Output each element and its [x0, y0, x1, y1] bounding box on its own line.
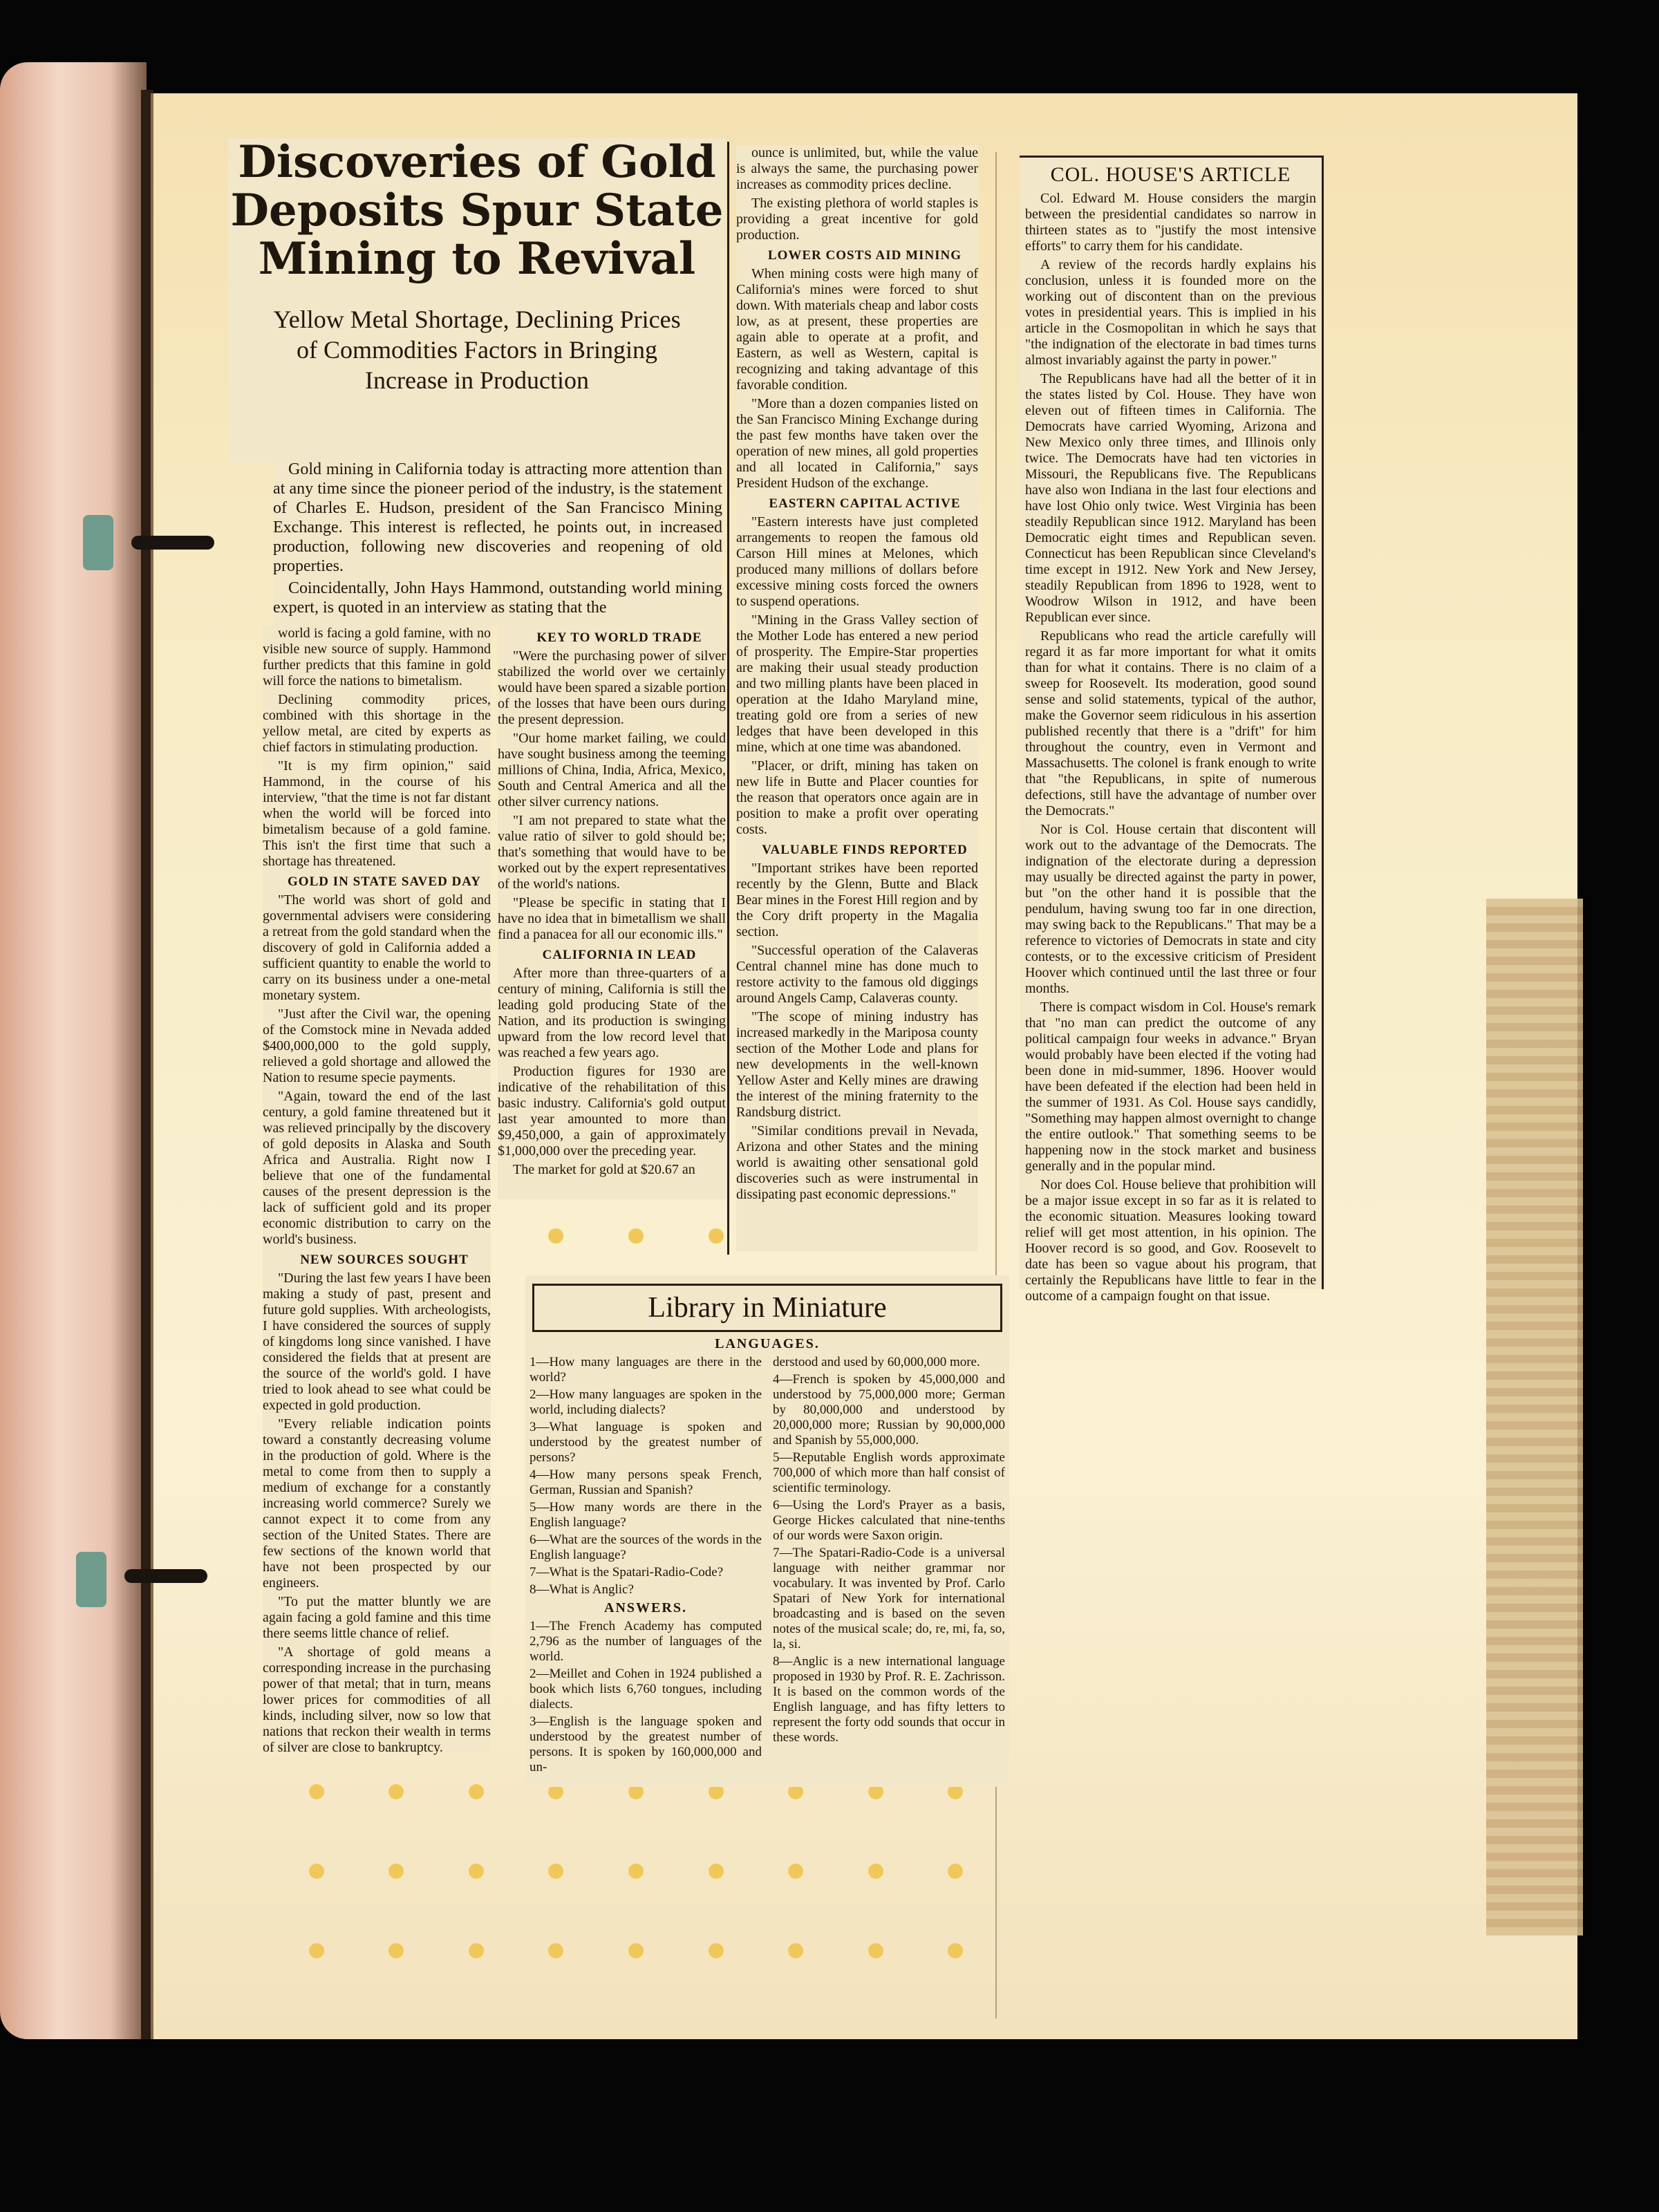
article-paragraph: The market for gold at $20.67 an: [513, 1162, 695, 1177]
article-paragraph: Production figures for 1930 are indicative of the rehabilitation of this basic industry. California's gold output last year amounted to more than $9,450,000, a gain of approximately $1,000,000 over the preceding year.: [498, 1064, 726, 1159]
article-paragraph: Declining commodity prices, combined with this shortage in the yellow metal, are cited by experts as chief factors in stimulating production.: [263, 692, 491, 755]
library-answer: 3—English is the language spoken and understood by the greatest number of persons. It is spoken by 160,000,000 and un-: [529, 1714, 762, 1774]
library-question: 5—How many words are there in the English language?: [529, 1500, 762, 1530]
article-paragraph: After more than three-quarters of a century of mining, California is still the leading gold producing State of the Nation, and its production is swinging upward from the low record level that was reached a few years ago.: [498, 966, 726, 1060]
article-paragraph: "Successful operation of the Calaveras Central channel mine has done much to restore activity to the famous old diggings around Angels Camp, Calaveras county.: [736, 943, 978, 1006]
library-section-head: LANGUAGES.: [715, 1336, 820, 1351]
left-page-edge: [0, 62, 147, 2039]
library-title: Library in Miniature: [532, 1284, 1002, 1332]
gold-headline: [228, 138, 726, 283]
gold-article-column-1: [263, 626, 491, 1755]
library-in-miniature: [525, 1275, 1009, 1787]
binder-ring-top: [131, 536, 214, 550]
gold-article-column-3: [736, 145, 978, 1251]
article-paragraph: When mining costs were high many of California's mines were forced to shut down. With materials cheap and labor costs low, as at present, these properties are again able to operate at a profit, and Eastern, as well as Western, capital is recognizing and taking advantage of this favorable condition.: [736, 266, 978, 393]
article-paragraph: A review of the records hardly explains his conclusion, unless it is founded more on the working out of discontent than on the previous votes in presidential years. This is implied in his article in the Cosmopolitan in which he says that "the indignation of the electorate in bad times turns almost invariably against the party in power.": [1025, 257, 1316, 368]
library-question: 1—How many languages are there in the world?: [529, 1355, 762, 1385]
article-paragraph: "Similar conditions prevail in Nevada, Arizona and other States and the mining world is awaiting other sensational gold discoveries such as were instrumental in dissipating past economic depressions.": [736, 1123, 978, 1202]
lead-paragraph: Coincidentally, John Hays Hammond, outstanding world mining expert, is quoted in an interview as stating that the: [273, 579, 722, 617]
article-paragraph: "Please be specific in stating that I have no idea that in bimetallism we shall find a panacea for all our economic ills.": [498, 895, 726, 942]
article-paragraph: "I am not prepared to state what the value ratio of silver to gold should be; that's something that would have to be worked out by the expert representatives of the world's nations.: [498, 813, 726, 892]
library-answer: 6—Using the Lord's Prayer as a basis, George Hickes calculated that nine-tenths of our words were Saxon origin.: [773, 1498, 1005, 1543]
headline-line: Deposits Spur State: [230, 185, 724, 236]
library-question: 7—What is the Spatari-Radio-Code?: [529, 1565, 724, 1580]
headline-line: Discoveries of Gold: [238, 136, 716, 188]
article-paragraph: "Important strikes have been reported recently by the Glenn, Butte and Black Bear mines in the Forest Hill region and by the Cory drift property in the Magalia section.: [736, 861, 978, 939]
article-paragraph: Col. Edward M. House considers the margin between the presidential candidates so narrow in thirteen states as to "justify the most intensive efforts" to carry them for his candidate.: [1025, 191, 1316, 254]
binder-tab-bottom: [76, 1552, 106, 1607]
article-paragraph: "Were the purchasing power of silver stabilized the world over we certainly would have been spared a sizable portion of the losses that have been ours during the present depression.: [498, 648, 726, 727]
article-paragraph: There is compact wisdom in Col. House's remark that "no man can predict the outcome of any political campaign four weeks in advance." Bryan would probably have been elected if the voting had been done in mid-summer, 1896. Hoover would have been defeated if the election had been held in the summer of 1931. As Col. House says candidly, "Something may happen almost overnight to change the entire outlook." That something seems to be happening now in the stock market and business generally and in the popular mind.: [1025, 1000, 1316, 1174]
headline-line: Mining to Revival: [258, 233, 696, 285]
gold-article-lead: [273, 460, 722, 626]
library-answer: derstood and used by 60,000,000 more.: [773, 1355, 980, 1369]
gold-article-column-2: [498, 626, 726, 1199]
library-answer: 7—The Spatari-Radio-Code is a universal language with neither grammar nor vocabulary. It was invented by Prof. Carlo Spatari of New York for international broadcasting and is based on the seven notes of the musical scale; do, re, mi, fa, so, la, si.: [773, 1546, 1005, 1651]
article-paragraph: Nor does Col. House believe that prohibition will be a major issue except in so far as it is related to the economic situation. Measures looking toward relief will get most attention, in his opinion. The Hoover record is so good, and Gov. Roosevelt to date has been so vague about his program, that certainly the Republicans have little to fear in the outcome of a campaign fought on that issue.: [1025, 1177, 1316, 1304]
article-paragraph: The existing plethora of world staples is providing a great incentive for gold production.: [736, 196, 978, 243]
library-right-column: [773, 1355, 1005, 1777]
article-paragraph: "Eastern interests have just completed arrangements to reopen the famous old Carson Hill mines at Melones, which produced many millions of dollars before excessive mining costs forced the owners to suspend operations.: [736, 514, 978, 609]
article-paragraph: "Mining in the Grass Valley section of the Mother Lode has entered a new period of prosperity. The Empire-Star properties are making their usual steady production and two milling plants have been placed in operation at the Idaho Maryland mine, treating gold ore from a series of new ledges that have been developed in this mine, which at one time was abandoned.: [736, 612, 978, 755]
article-paragraph: Nor is Col. House certain that discontent will work out to the advantage of the Democrats. The indignation of the electorate during a depression may usually be directed against the party in power, but "on the other hand it is possible that the pendulum, having swung too far in one direction, may swing back to the Republicans." That may be a reference to victories of Democrats in state and city contests, or to the excessive criticism of President Hoover which continued until the last three or four months.: [1025, 822, 1316, 996]
library-question: 6—What are the sources of the words in the English language?: [529, 1533, 762, 1562]
article-paragraph: "Every reliable indication points toward a constantly decreasing volume in the production of gold. Where is the metal to come from then to supply a medium of exchange for a constantly increasing world commerce? Surely we cannot expect it to come from any section of the United States. There are few sections of the known world that have not been prospected by our engineers.: [263, 1416, 491, 1591]
gold-article-header: [228, 138, 726, 463]
house-article-title: COL. HOUSE'S ARTICLE: [1050, 163, 1291, 186]
article-paragraph: "More than a dozen companies listed on the San Francisco Mining Exchange during the past few months have taken over the operation of new mines, all gold properties and all located in California," says President Hudson of the exchange.: [736, 396, 978, 491]
library-answer: 1—The French Academy has computed 2,796 as the number of languages of the world.: [529, 1619, 762, 1664]
library-question: 8—What is Anglic?: [529, 1582, 634, 1597]
library-question: 4—How many persons speak French, German, Russian and Spanish?: [529, 1468, 762, 1497]
page-edge-fragments: [1486, 899, 1583, 1936]
article-paragraph: "A shortage of gold means a corresponding increase in the purchasing power of that metal; that in turn, means lower prices for commodities of all kinds, including silver, now so low that nations that reckon their wealth in terms of silver are close to bankruptcy.: [263, 1644, 491, 1755]
article-paragraph: "It is my firm opinion," said Hammond, in the course of his interview, "that the time is not far distant when the world will be forced into bimetalism because of a gold famine. This isn't the first time that such a shortage has threatened.: [263, 758, 491, 869]
library-left-column: [529, 1355, 762, 1777]
library-answer: 5—Reputable English words approximate 700,000 of which more than half consist of scientific terminology.: [773, 1450, 1005, 1495]
binder-ring-bottom: [124, 1569, 207, 1583]
subhead-eastern-capital: EASTERN CAPITAL ACTIVE: [769, 496, 961, 511]
subhead-lower-costs: LOWER COSTS AID MINING: [767, 248, 962, 263]
subhead-gold-saved: GOLD IN STATE SAVED DAY: [288, 874, 481, 889]
library-answers-head: ANSWERS.: [604, 1600, 687, 1615]
article-paragraph: world is facing a gold famine, with no visible new source of supply. Hammond further predicts that this famine in gold will force the nations to bimetalism.: [263, 626, 491, 688]
deck-line: of Commodities Factors in Bringing: [297, 336, 657, 364]
subhead-new-sources: NEW SOURCES SOUGHT: [300, 1253, 469, 1267]
library-answer: 2—Meillet and Cohen in 1924 published a book which lists 6,760 tongues, including dialects.: [529, 1667, 762, 1712]
article-paragraph: The Republicans have had all the better of it in the states listed by Col. House. They have won eleven out of fifteen times in California. The Democrats have carried Wyoming, Arizona and New Mexico only three times, and Illinois only twice. The Democrats have had ten victories in Missouri, the Republicans five. The Republicans have also won Indiana in the last four elections and have lost Ohio only twice. West Virginia has been steadily Republican since 1912. Maryland has been Democratic eight times and Republican seven. Connecticut has been Republican since Cleveland's time except in 1912. New York and New Jersey, steadily Republican from 1896 to 1928, went to Woodrow Wilson in 1912, and have been Republican ever since.: [1025, 371, 1316, 625]
binder-tab-top: [83, 515, 113, 570]
article-paragraph: "Again, toward the end of the last century, a gold famine threatened but it was relieved principally by the discovery of gold deposits in Alaska and South Africa and Australia. Right now I believe that one of the fundamental causes of the present depression is the lack of sufficient gold and its proper economic distribution to carry on the world's business.: [263, 1089, 491, 1247]
deck-line: Increase in Production: [365, 366, 589, 394]
article-paragraph: ounce is unlimited, but, while the value is always the same, the purchasing power increases as commodity prices decline.: [736, 145, 978, 192]
subhead-california: CALIFORNIA IN LEAD: [542, 948, 697, 962]
gold-deck: [228, 304, 726, 395]
column-rule: [727, 142, 729, 1255]
article-paragraph: "Just after the Civil war, the opening of the Comstock mine in Nevada added $400,000,000 to the gold supply, relieved a gold shortage and allowed the Nation to resume specie payments.: [263, 1006, 491, 1085]
subhead-world-trade: KEY TO WORLD TRADE: [536, 630, 702, 645]
article-paragraph: "During the last few years I have been making a study of past, present and future gold supplies. With archeologists, I have considered the sources of supply of kingdoms long since vanished. I have considered the fields that at present are the source of the world's gold. I have tried to look ahead to see what could be expected in gold production.: [263, 1271, 491, 1413]
article-paragraph: "The scope of mining industry has increased markedly in the Mariposa county section of the Mother Lode and plans for new developments in the well-known Yellow Aster and Kelly mines are drawing the interest of the mining fraternity to the Randsburg district.: [736, 1009, 978, 1120]
subhead-valuable-finds: VALUABLE FINDS REPORTED: [762, 843, 968, 857]
library-question: 3—What language is spoken and understood by the greatest number of persons?: [529, 1420, 762, 1465]
deck-line: Yellow Metal Shortage, Declining Prices: [273, 306, 681, 333]
article-paragraph: "Our home market failing, we could have sought business among the teeming millions of China, India, Africa, Mexico, South and Central America and all the other silver currency nations.: [498, 731, 726, 809]
library-answer: 4—French is spoken by 45,000,000 and understood by 75,000,000 more; German by 80,000,000 and understood by 20,000,000 more; Russian by 90,000,000 and Spanish by 55,000,000.: [773, 1372, 1005, 1447]
article-paragraph: "To put the matter bluntly we are again facing a gold famine and this time there seems little chance of relief.: [263, 1594, 491, 1641]
library-question: 2—How many languages are spoken in the world, including dialects?: [529, 1387, 762, 1417]
article-paragraph: "The world was short of gold and governmental advisers were considering a retreat from the gold standard when the discovery of gold in California added a sufficient quantity to enable the world to carry on its business under a one-metal monetary system.: [263, 892, 491, 1003]
lead-paragraph: Gold mining in California today is attracting more attention than at any time since the pioneer period of the industry, is the statement of Charles E. Hudson, president of the San Francisco Mining Exchange. This interest is reflected, he points out, in increased production, following new discoveries and reopening of old properties.: [273, 460, 722, 575]
article-paragraph: "Placer, or drift, mining has taken on new life in Butte and Placer counties for the reason that operators once again are in position to make a profit over operating costs.: [736, 758, 978, 837]
article-paragraph: Republicans who read the article carefully will regard it as far more important for what it omits than for what it contains. There is no claim of a sweep for Roosevelt. Its moderation, good sound sense and solid statements, typical of the author, make the Governor seem ridiculous in his assertion published recently that there is a "drift" for him throughout the country, even in Vermont and Massachusetts. The colonel is frank enough to write that "the Republicans, in spite of numerous defections, still have the advantage of number over the Democrats.": [1025, 628, 1316, 818]
library-answer: 8—Anglic is a new international language proposed in 1930 by Prof. R. E. Zachrisson. It is based on the common words of the English language, and has fifty letters to represent the forty odd sounds that occur in these words.: [773, 1654, 1005, 1745]
house-article: [1020, 156, 1324, 1304]
